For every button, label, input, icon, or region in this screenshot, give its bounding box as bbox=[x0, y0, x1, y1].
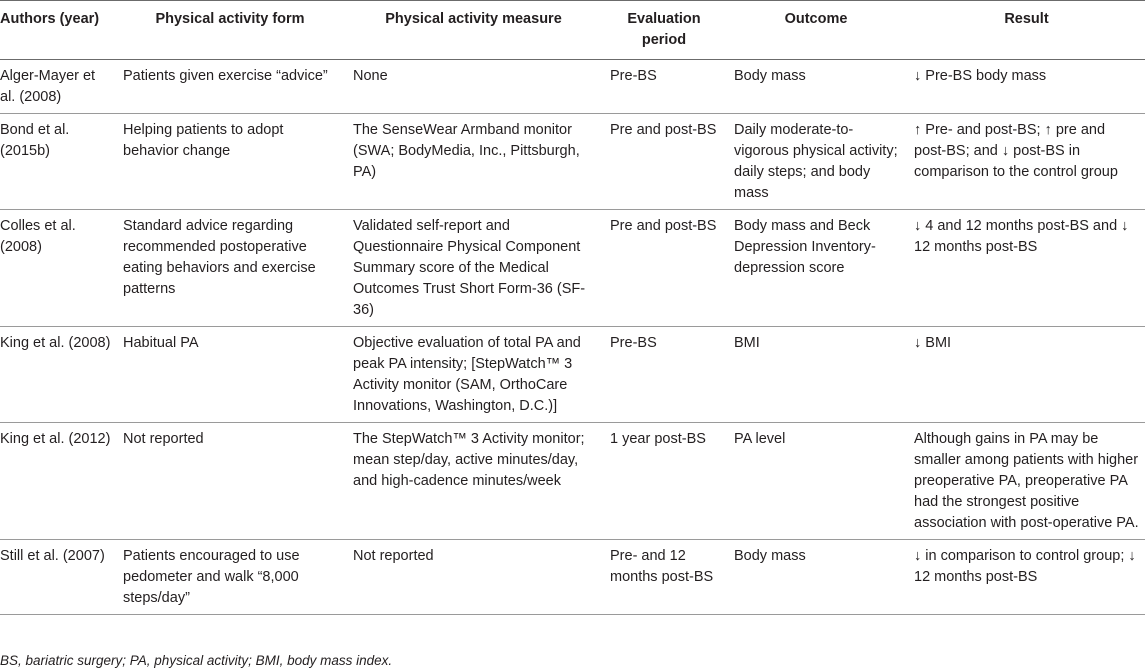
cell-pa-measure: The SenseWear Armband monitor (SWA; BodyMedia, Inc., Pittsburgh, PA) bbox=[353, 122, 580, 180]
table-footnote: BS, bariatric surgery; PA, physical activity; BMI, body mass index. bbox=[0, 653, 393, 668]
cell-authors: Alger-Mayer et al. (2008) bbox=[0, 68, 96, 105]
cell-authors: King et al. (2008) bbox=[0, 335, 111, 351]
cell-outcome: BMI bbox=[734, 335, 760, 351]
cell-authors: Colles et al. (2008) bbox=[0, 218, 76, 255]
cell-evaluation-period: Pre-BS bbox=[610, 68, 657, 84]
table-row bbox=[0, 114, 1145, 210]
cell-pa-form: Patients given exercise “advice” bbox=[123, 68, 328, 84]
cell-evaluation-period: 1 year post-BS bbox=[610, 431, 706, 447]
cell-result: ↓ Pre-BS body mass bbox=[914, 68, 1047, 84]
cell-pa-measure: None bbox=[353, 68, 388, 84]
header-authors: Authors (year) bbox=[0, 1, 113, 60]
cell-pa-form: Habitual PA bbox=[123, 335, 199, 351]
cell-outcome: Daily moderate-to-vigorous physical activity; daily steps; and body mass bbox=[734, 122, 898, 201]
cell-evaluation-period: Pre and post-BS bbox=[610, 122, 717, 138]
cell-pa-form: Not reported bbox=[123, 431, 204, 447]
table-row bbox=[0, 327, 1145, 423]
cell-pa-form: Standard advice regarding recommended postoperative eating behaviors and exercise patterns bbox=[123, 218, 316, 297]
cell-pa-measure: Validated self-report and Questionnaire Physical Component Summary score of the Medical Outcomes Trust Short Form-36 (SF-36) bbox=[353, 218, 586, 318]
cell-pa-measure: Not reported bbox=[353, 548, 434, 564]
cell-result: Although gains in PA may be smaller among patients with higher preoperative PA, preoperative PA had the strongest positive association with post-operative PA. bbox=[914, 431, 1139, 531]
table-header bbox=[0, 1, 1145, 60]
cell-result: ↓ BMI bbox=[914, 335, 952, 351]
header-evaluation-period: Evaluation period bbox=[600, 1, 724, 60]
cell-outcome: Body mass and Beck Depression Inventory-depression score bbox=[734, 218, 876, 276]
table-row bbox=[0, 540, 1145, 615]
cell-pa-form: Helping patients to adopt behavior change bbox=[123, 122, 284, 159]
cell-result: ↓ in comparison to control group; ↓ 12 months post-BS bbox=[914, 548, 1136, 585]
cell-authors: King et al. (2012) bbox=[0, 431, 111, 447]
cell-outcome: Body mass bbox=[734, 548, 806, 564]
cell-outcome: Body mass bbox=[734, 68, 806, 84]
cell-pa-measure: Objective evaluation of total PA and peak PA intensity; [StepWatch™ 3 Activity monitor (SAM, OrthoCare Innovations, Washington, D.C.)] bbox=[353, 335, 581, 414]
header-outcome: Outcome bbox=[724, 1, 904, 60]
cell-outcome: PA level bbox=[734, 431, 786, 447]
table-row bbox=[0, 423, 1145, 540]
cell-pa-form: Patients encouraged to use pedometer and walk “8,000 steps/day” bbox=[123, 548, 300, 606]
cell-result: ↓ 4 and 12 months post-BS and ↓ 12 months post-BS bbox=[914, 218, 1129, 255]
cell-authors: Bond et al. (2015b) bbox=[0, 122, 70, 159]
table-row bbox=[0, 210, 1145, 327]
cell-result: ↑ Pre- and post-BS; ↑ pre and post-BS; and ↓ post-BS in comparison to the control group bbox=[914, 122, 1118, 180]
header-pa-form: Physical activity form bbox=[113, 1, 343, 60]
table-row bbox=[0, 60, 1145, 114]
header-pa-measure: Physical activity measure bbox=[343, 1, 600, 60]
table-body bbox=[0, 60, 1145, 615]
header-result: Result bbox=[904, 1, 1145, 60]
cell-evaluation-period: Pre-BS bbox=[610, 335, 657, 351]
cell-evaluation-period: Pre and post-BS bbox=[610, 218, 717, 234]
cell-pa-measure: The StepWatch™ 3 Activity monitor; mean step/day, active minutes/day, and high-cadence minutes/week bbox=[353, 431, 585, 489]
header-row bbox=[0, 1, 1145, 60]
cell-evaluation-period: Pre- and 12 months post-BS bbox=[610, 548, 714, 585]
cell-authors: Still et al. (2007) bbox=[0, 548, 105, 564]
